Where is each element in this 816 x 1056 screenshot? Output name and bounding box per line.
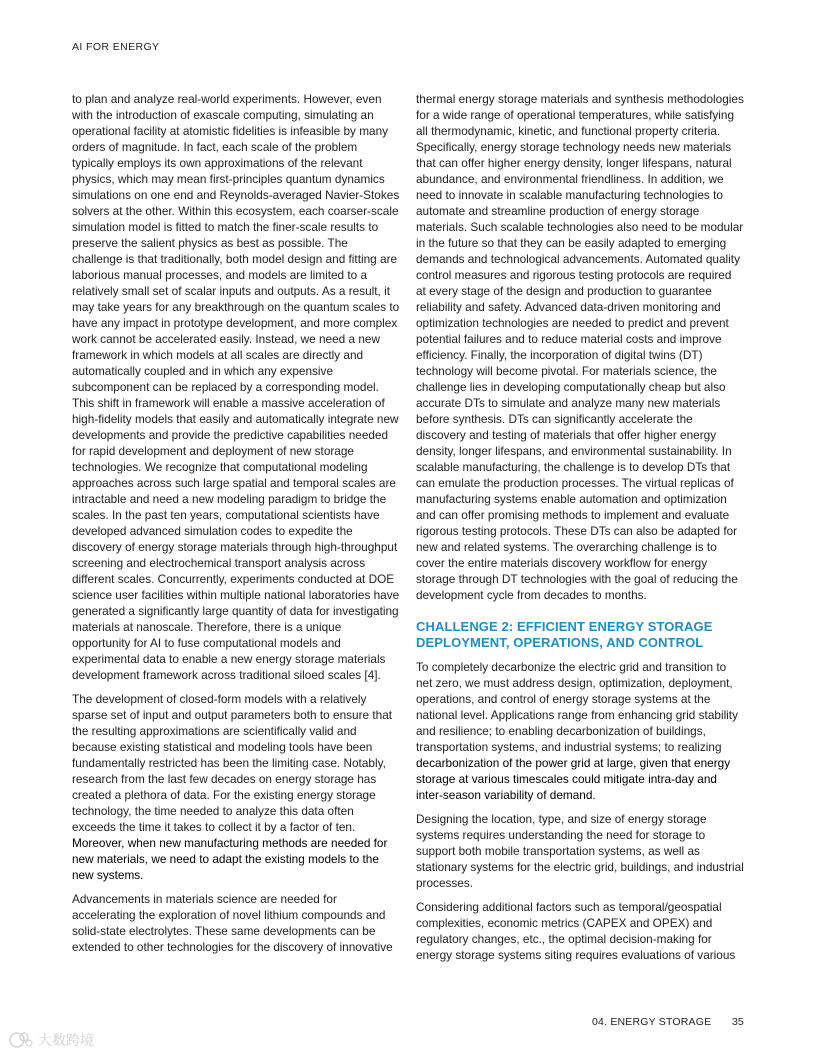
left-column bbox=[72, 91, 400, 955]
challenge-heading: CHALLENGE 2: EFFICIENT ENERGY STORAGE DEPLOYMENT, OPERATIONS, AND CONTROL bbox=[416, 619, 713, 650]
body-paragraph: thermal energy storage materials and synthesis methodologies for a wide range of operational temperatures, while satisfying all thermodynamic, kinetic, and functional property criteria. Specifically, energy storage technology needs new materials that can offer higher energy density, longer lifespans, natural abundance, and environmental friendliness. In addition, we need to innovate in scalable manufacturing technologies to automate and streamline production of energy storage materials. Such scalable technologies also need to be modular in the future so that they can be easily adapted to emerging demands and technological advancements. Automated quality control measures and rigorous testing protocols are required at every stage of the design and production to guarantee reliability and safety. Advanced data-driven monitoring and optimization technologies are needed to predict and prevent potential failures and to reduce material costs and improve efficiency. Finally, the incorporation of digital twins (DT) technology will become pivotal. For materials science, the challenge lies in developing computationally cheap but also accurate DTs to simulate and analyze many new materials before synthesis. DTs can significantly accelerate the discovery and testing of materials that offer higher energy density, longer lifespans, and environmental sustainability. In scalable manufacturing, the challenge is to develop DTs that can emulate the production processes. The virtual replicas of manufacturing systems enable automation and optimization and can offer promising methods to implement and evaluate rigorous testing protocols. These DTs can also be adapted for new and related systems. The overarching challenge is to cover the entire materials discovery workflow for energy storage through DT technologies with the goal of reducing the development cycle from decades to months. bbox=[416, 92, 744, 602]
body-paragraph bbox=[416, 659, 744, 803]
body-text: The development of closed-form models with a relatively sparse set of input and output parameters both to ensure that the resulting approximations are scientifically valid and because existing statistical and modeling tools have been fundamentally restricted has been the limiting case. Notably, research from the last few decades on energy storage has created a plethora of data. For the existing energy storage technology, the time needed to analyze this data often exceeds the time it takes to collect it by a factor of ten. bbox=[72, 692, 393, 834]
page-number: 35 bbox=[732, 1016, 744, 1028]
watermark bbox=[8, 1030, 94, 1050]
body-paragraph: Designing the location, type, and size of energy storage systems requires understanding the need for storage to support both mobile transportation systems, as well as stationary systems for the electric grid, buildings, and industrial processes. bbox=[416, 812, 744, 890]
footer-section-label: 04. ENERGY STORAGE bbox=[592, 1016, 712, 1028]
right-column bbox=[416, 91, 744, 963]
running-header: AI FOR ENERGY bbox=[72, 41, 160, 53]
watermark-text: 大数跨境 bbox=[38, 1032, 94, 1048]
body-text: To completely decarbonize the electric grid and transition to net zero, we must address design, optimization, deployment, operations, and control of energy storage systems at the national level. Applications range from enhancing grid stability and resilience; to enabling decarbonization of buildings, transportation systems, and industrial systems; to realizing bbox=[416, 660, 738, 754]
watermark-logo-icon bbox=[8, 1031, 34, 1049]
body-paragraph: Advancements in materials science are needed for accelerating the exploration of novel lithium compounds and solid-state electrolytes. These same developments can be extended to other technologies for the discovery of innovative bbox=[72, 892, 393, 954]
highlighted-text: decarbonization of the power grid at large, given that energy storage at various timescales could mitigate intra-day and inter-season variability of demand. bbox=[416, 756, 731, 802]
body-paragraph: Considering additional factors such as temporal/geospatial complexities, economic metrics (CAPEX and OPEX) and regulatory changes, etc., the optimal decision-making for energy storage systems siting requires evaluations of various bbox=[416, 900, 736, 962]
highlighted-text: Moreover, when new manufacturing methods are needed for new materials, we need to adapt the existing models to the new systems. bbox=[72, 836, 388, 882]
body-paragraph: to plan and analyze real-world experiments. However, even with the introduction of exascale computing, simulating an operational facility at atomistic fidelities is infeasible by many orders of magnitude. In fact, each scale of the problem typically employs its own approximations of the relevant physics, which may mean first-principles quantum dynamics simulations on one end and Reynolds-averaged Navier-Stokes solvers at the other. Within this ecosystem, each coarser-scale simulation model is fitted to match the finer-scale results to preserve the salient physics as best as possible. The challenge is that traditionally, both model design and fitting are laborious manual processes, and models are limited to a relatively small set of scalar inputs and outputs. As a result, it may take years for any breakthrough on the quantum scales to have any impact in prototype development, and more complex work cannot be accelerated easily. Instead, we need a new framework in which models at all scales are directly and automatically coupled and in which any expensive subcomponent can be replaced by a corresponding model. This shift in framework will enable a massive acceleration of high-fidelity models that easily and automatically integrate new developments and provide the predictive capabilities needed for rapid development and deployment of new storage technologies. We recognize that computational modeling approaches across such large spatial and temporal scales are intractable and need a new modeling paradigm to bridge the scales. In the past ten years, computational scientists have developed advanced simulation codes to expedite the discovery of energy storage materials through high-throughput screening and electrochemical transport analysis across different scales. Concurrently, experiments conducted at DOE science user facilities within multiple national laboratories have generated a significantly large quantity of data for investigating materials at nanoscale. Therefore, there is a unique opportunity for AI to fuse computational models and experimental data to enable a new energy storage materials development framework across traditional siloed scales [4]. bbox=[72, 92, 400, 682]
body-paragraph bbox=[72, 691, 400, 883]
